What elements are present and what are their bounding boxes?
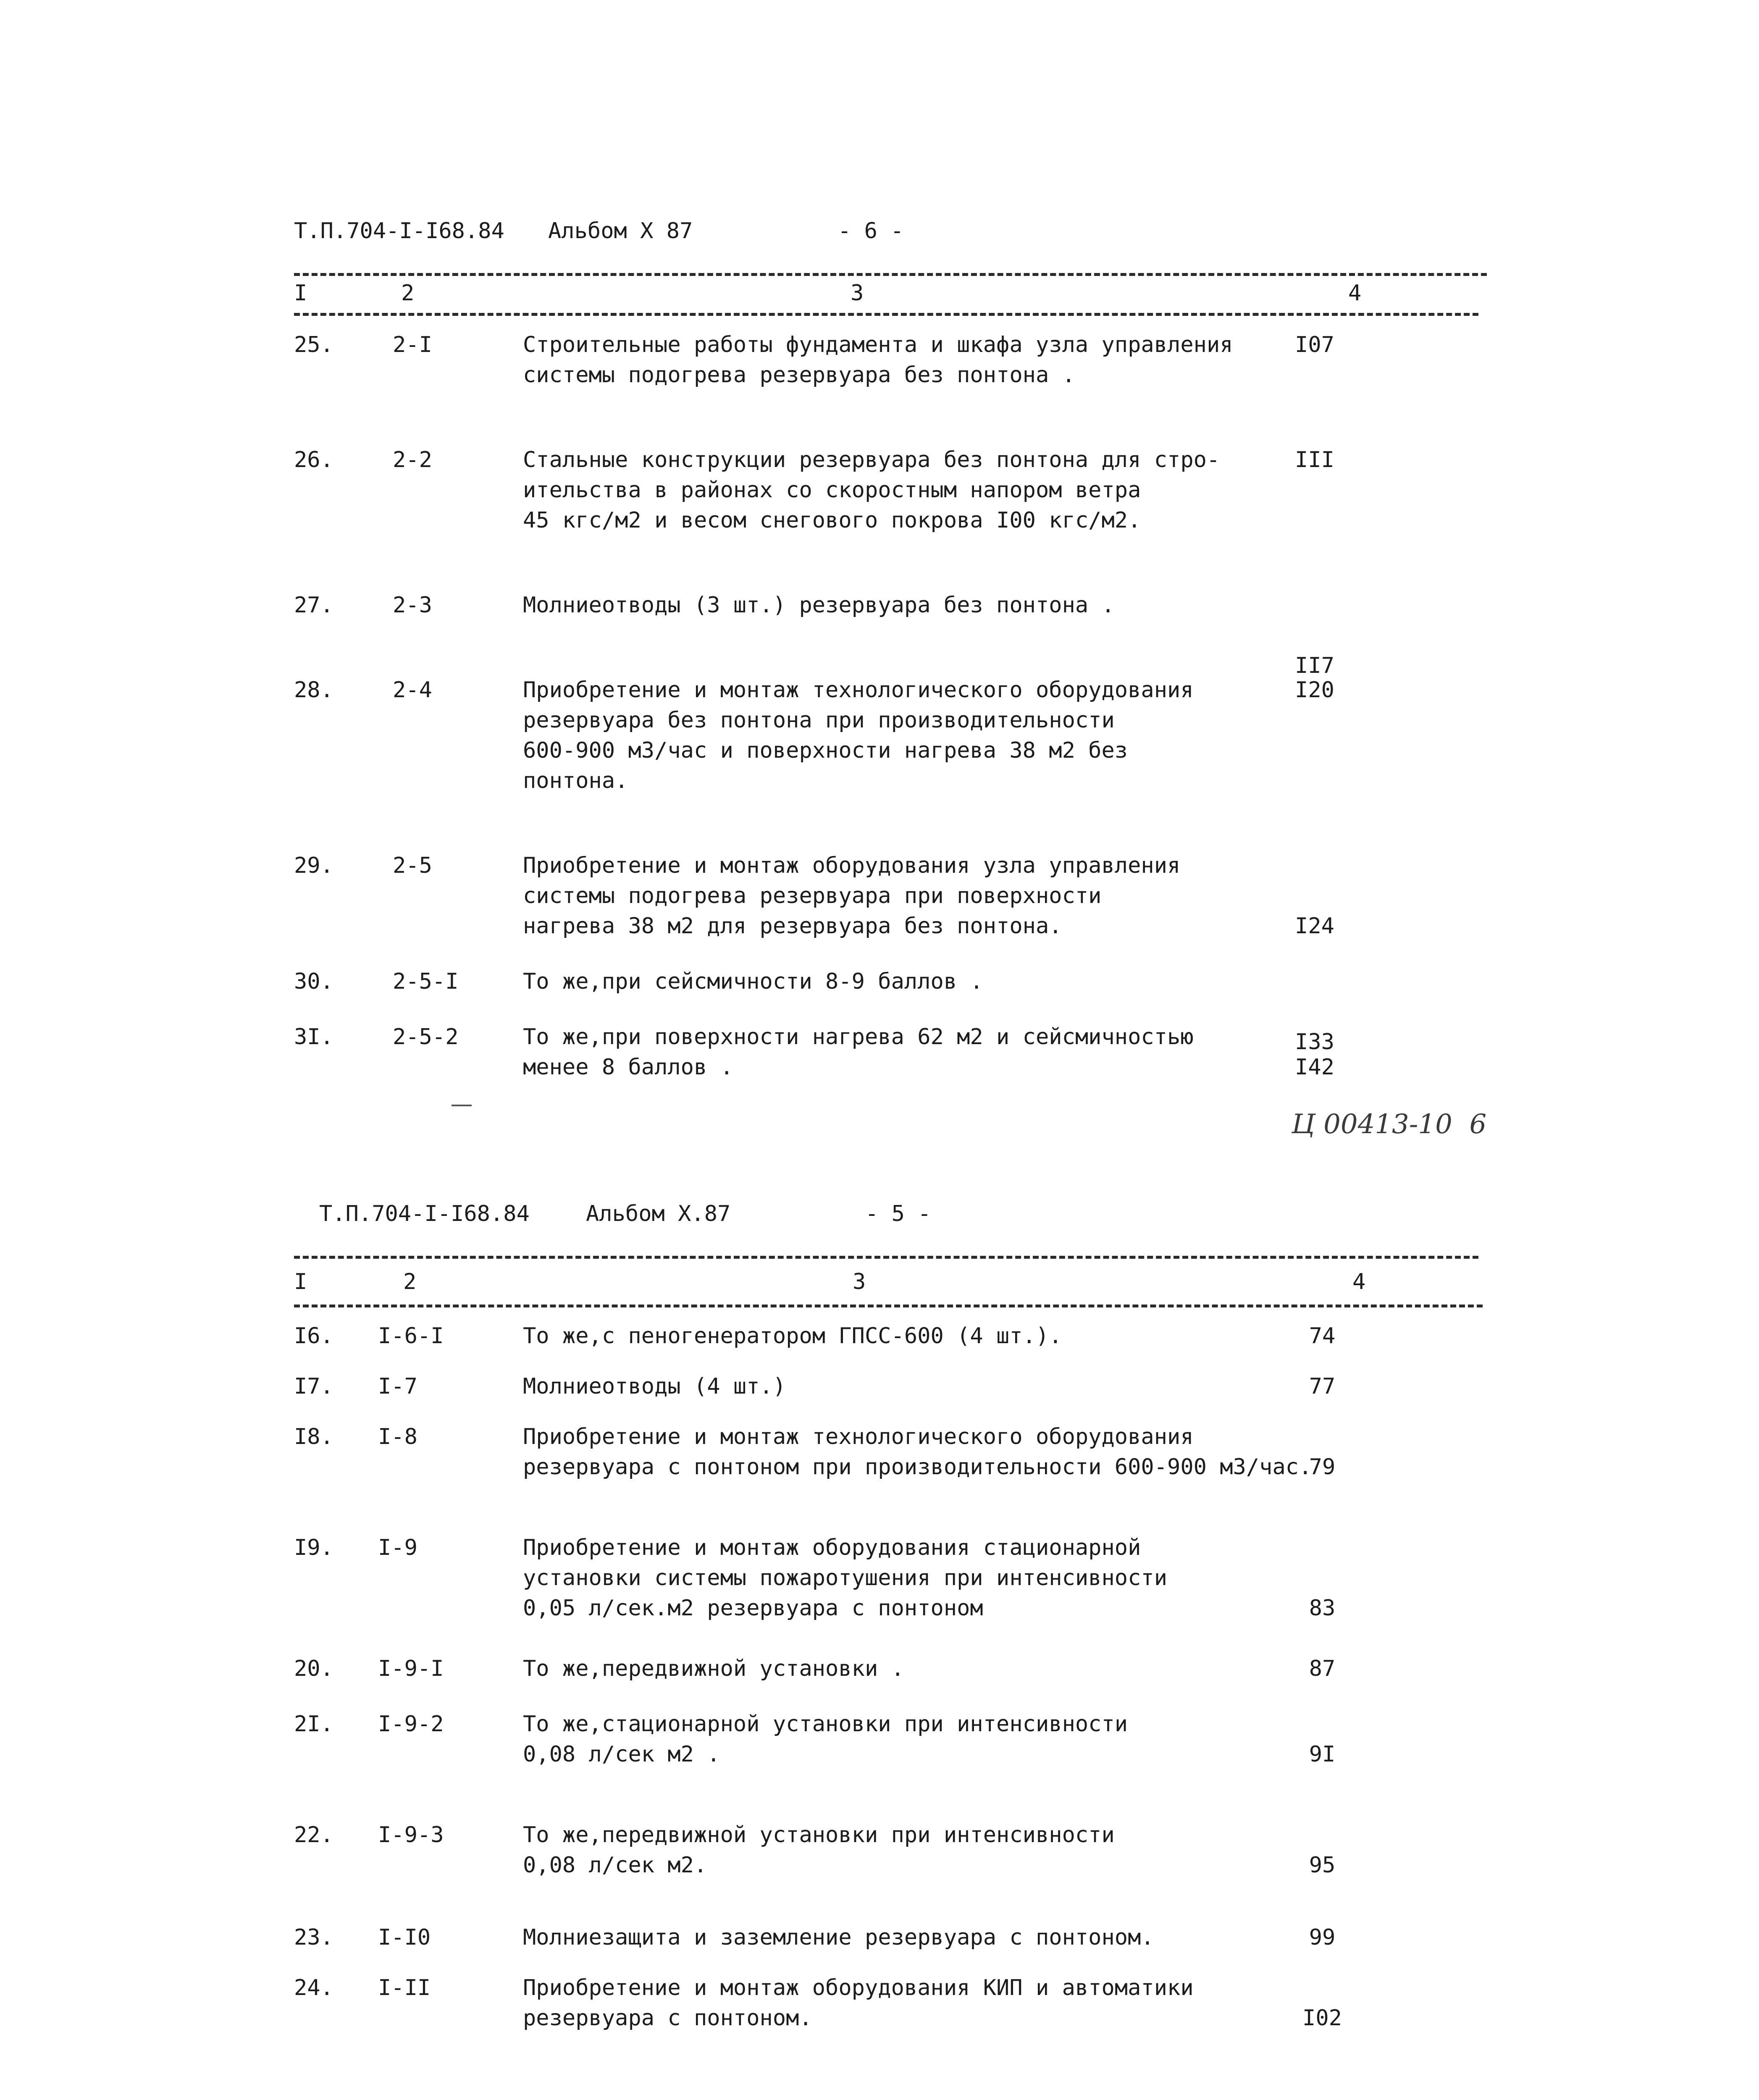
column-2-label: 2 bbox=[401, 281, 415, 306]
drawing-code: I-9-3 bbox=[378, 1822, 444, 1848]
page-reference: I33 bbox=[1295, 1029, 1334, 1055]
description-line: установки системы пожаротушения при интенсивности bbox=[523, 1565, 1168, 1591]
description-line: Строительные работы фундамента и шкафа узла управления bbox=[523, 332, 1233, 357]
description-line: системы подогрева резервуара без понтона . bbox=[523, 362, 1075, 388]
page-reference: III bbox=[1295, 447, 1334, 472]
item-description bbox=[523, 675, 1363, 796]
description-line: 45 кгс/м2 и весом снегового покрова I00 кгс/м2. bbox=[523, 508, 1141, 533]
item-description bbox=[523, 1533, 1363, 1623]
item-description bbox=[523, 1709, 1363, 1769]
sheet-header bbox=[0, 218, 1759, 252]
contents-list bbox=[0, 330, 1759, 1082]
list-item bbox=[0, 1922, 1759, 1953]
description-line: менее 8 баллов . bbox=[523, 1055, 733, 1080]
item-number: 27. bbox=[294, 593, 333, 618]
description-line: нагрева 38 м2 для резервуара без понтона. bbox=[523, 914, 1062, 939]
page-reference: I07 bbox=[1295, 332, 1334, 357]
page-reference: 99 bbox=[1309, 1925, 1336, 1950]
drawing-code: 2-2 bbox=[393, 447, 432, 472]
drawing-code: 2-I bbox=[393, 332, 432, 357]
album-label: Альбом X.87 bbox=[586, 1201, 731, 1226]
item-number: I6. bbox=[294, 1323, 333, 1349]
description-line: Приобретение и монтаж оборудования стационарной bbox=[523, 1535, 1141, 1560]
page-reference: I02 bbox=[1302, 2006, 1342, 2031]
item-description bbox=[523, 590, 1363, 620]
page-number: - 5 - bbox=[865, 1201, 931, 1226]
column-header bbox=[0, 1269, 1759, 1303]
stray-mark bbox=[452, 1105, 472, 1106]
item-description bbox=[523, 1922, 1363, 1953]
drawing-code: 2-5 bbox=[393, 853, 432, 878]
list-item bbox=[0, 675, 1759, 796]
description-line: 0,08 л/сек м2. bbox=[523, 1853, 707, 1878]
description-line: То же,передвижной установки при интенсивности bbox=[523, 1822, 1115, 1848]
item-number: 30. bbox=[294, 969, 333, 994]
column-1-label: I bbox=[294, 281, 307, 306]
dashed-rule bbox=[294, 1305, 1483, 1307]
document-code: Т.П.704-I-I68.84 bbox=[319, 1201, 530, 1226]
item-description bbox=[523, 1973, 1363, 2033]
drawing-code: I-I0 bbox=[378, 1925, 431, 1950]
album-label: Альбом X 87 bbox=[548, 218, 693, 244]
item-number: 2I. bbox=[294, 1712, 333, 1737]
dashed-rule bbox=[294, 273, 1487, 276]
item-number: 20. bbox=[294, 1656, 333, 1681]
drawing-code: I-II bbox=[378, 1975, 431, 2000]
item-number: I7. bbox=[294, 1374, 333, 1399]
drawing-code: I-9 bbox=[378, 1535, 417, 1560]
description-line: То же,передвижной установки . bbox=[523, 1656, 904, 1681]
page-reference: 9I bbox=[1309, 1742, 1336, 1767]
column-1-label: I bbox=[294, 1269, 307, 1294]
page-reference: 79 bbox=[1309, 1454, 1336, 1480]
description-line: Молниеотводы (4 шт.) bbox=[523, 1374, 786, 1399]
item-description bbox=[523, 966, 1363, 997]
list-item bbox=[0, 1973, 1759, 2033]
column-header bbox=[0, 281, 1759, 314]
description-line: То же,при сейсмичности 8-9 баллов . bbox=[523, 969, 983, 994]
page-reference: 74 bbox=[1309, 1323, 1336, 1349]
archive-stamp bbox=[1292, 1109, 1486, 1140]
item-description bbox=[523, 330, 1363, 390]
list-item bbox=[0, 445, 1759, 536]
page-reference: II7 bbox=[1295, 653, 1334, 678]
page-reference: 83 bbox=[1309, 1596, 1336, 1621]
page-reference: 87 bbox=[1309, 1656, 1336, 1681]
column-3-label: 3 bbox=[853, 1269, 866, 1294]
list-item bbox=[0, 330, 1759, 390]
drawing-code: I-7 bbox=[378, 1374, 417, 1399]
drawing-code: 2-5-I bbox=[393, 969, 459, 994]
item-description bbox=[523, 1321, 1363, 1351]
page-reference: I42 bbox=[1295, 1055, 1334, 1080]
description-line: Приобретение и монтаж оборудования узла управления bbox=[523, 853, 1181, 878]
column-2-label: 2 bbox=[403, 1269, 417, 1294]
description-line: резервуара с понтоном при производительности 600-900 м3/час. bbox=[523, 1454, 1312, 1480]
drawing-code: I-6-I bbox=[378, 1323, 444, 1349]
item-number: 28. bbox=[294, 677, 333, 703]
sheet-header bbox=[0, 1201, 1759, 1235]
description-line: 0,05 л/сек.м2 резервуара с понтоном bbox=[523, 1596, 983, 1621]
item-description bbox=[523, 1654, 1363, 1684]
item-number: 26. bbox=[294, 447, 333, 472]
description-line: То же,с пеногенератором ГПСС-600 (4 шт.). bbox=[523, 1323, 1062, 1349]
document-code: Т.П.704-I-I68.84 bbox=[294, 218, 504, 244]
item-description bbox=[523, 1422, 1363, 1482]
description-line: Стальные конструкции резервуара без понтона для стро- bbox=[523, 447, 1220, 472]
column-4-label: 4 bbox=[1348, 281, 1362, 306]
description-line: 600-900 м3/час и поверхности нагрева 38 м2 без bbox=[523, 738, 1128, 763]
item-number: 23. bbox=[294, 1925, 333, 1950]
description-line: То же,при поверхности нагрева 62 м2 и сейсмичностью bbox=[523, 1024, 1194, 1050]
item-number: 24. bbox=[294, 1975, 333, 2000]
list-item bbox=[0, 1422, 1759, 1482]
page-reference: I20 bbox=[1295, 677, 1334, 703]
list-item bbox=[0, 1321, 1759, 1351]
item-description bbox=[523, 445, 1363, 536]
list-item bbox=[0, 1371, 1759, 1402]
page-reference: I24 bbox=[1295, 914, 1334, 939]
list-item bbox=[0, 850, 1759, 941]
description-line: Молниезащита и заземление резервуара с понтоном. bbox=[523, 1925, 1154, 1950]
list-item bbox=[0, 1820, 1759, 1880]
description-line: 0,08 л/сек м2 . bbox=[523, 1742, 720, 1767]
description-line: ительства в районах со скоростным напором ветра bbox=[523, 478, 1141, 503]
column-4-label: 4 bbox=[1352, 1269, 1366, 1294]
item-number: I9. bbox=[294, 1535, 333, 1560]
dashed-rule bbox=[294, 1256, 1478, 1259]
dashed-rule bbox=[294, 313, 1478, 316]
drawing-code: 2-3 bbox=[393, 593, 432, 618]
description-line: Приобретение и монтаж оборудования КИП и автоматики bbox=[523, 1975, 1194, 2000]
item-number: 25. bbox=[294, 332, 333, 357]
description-line: резервуара с понтоном. bbox=[523, 2006, 812, 2031]
item-number: I8. bbox=[294, 1424, 333, 1449]
item-description bbox=[523, 1371, 1363, 1402]
list-item bbox=[0, 590, 1759, 678]
list-item bbox=[0, 1709, 1759, 1769]
description-line: системы подогрева резервуара при поверхности bbox=[523, 883, 1102, 908]
drawing-code: 2-5-2 bbox=[393, 1024, 459, 1050]
item-description bbox=[523, 850, 1363, 941]
stamp-page: 6 bbox=[1469, 1109, 1487, 1140]
column-3-label: 3 bbox=[851, 281, 864, 306]
stamp-code: Ц 00413-10 bbox=[1292, 1109, 1452, 1140]
page-reference: 77 bbox=[1309, 1374, 1336, 1399]
description-line: резервуара без понтона при производительности bbox=[523, 708, 1115, 733]
item-description bbox=[523, 1022, 1363, 1082]
list-item bbox=[0, 1654, 1759, 1684]
description-line: Молниеотводы (3 шт.) резервуара без понтона . bbox=[523, 593, 1115, 618]
item-number: 22. bbox=[294, 1822, 333, 1848]
drawing-code: I-9-I bbox=[378, 1656, 444, 1681]
item-number: 3I. bbox=[294, 1024, 333, 1050]
list-item bbox=[0, 1533, 1759, 1623]
item-number: 29. bbox=[294, 853, 333, 878]
description-line: понтона. bbox=[523, 768, 628, 793]
page-number: - 6 - bbox=[838, 218, 904, 244]
item-description bbox=[523, 1820, 1363, 1880]
contents-list bbox=[0, 1321, 1759, 2033]
page-reference: 95 bbox=[1309, 1853, 1336, 1878]
list-item bbox=[0, 1022, 1759, 1082]
drawing-code: I-8 bbox=[378, 1424, 417, 1449]
drawing-code: I-9-2 bbox=[378, 1712, 444, 1737]
description-line: Приобретение и монтаж технологического оборудования bbox=[523, 677, 1194, 703]
drawing-code: 2-4 bbox=[393, 677, 432, 703]
description-line: Приобретение и монтаж технологического оборудования bbox=[523, 1424, 1194, 1449]
description-line: То же,стационарной установки при интенсивности bbox=[523, 1712, 1128, 1737]
